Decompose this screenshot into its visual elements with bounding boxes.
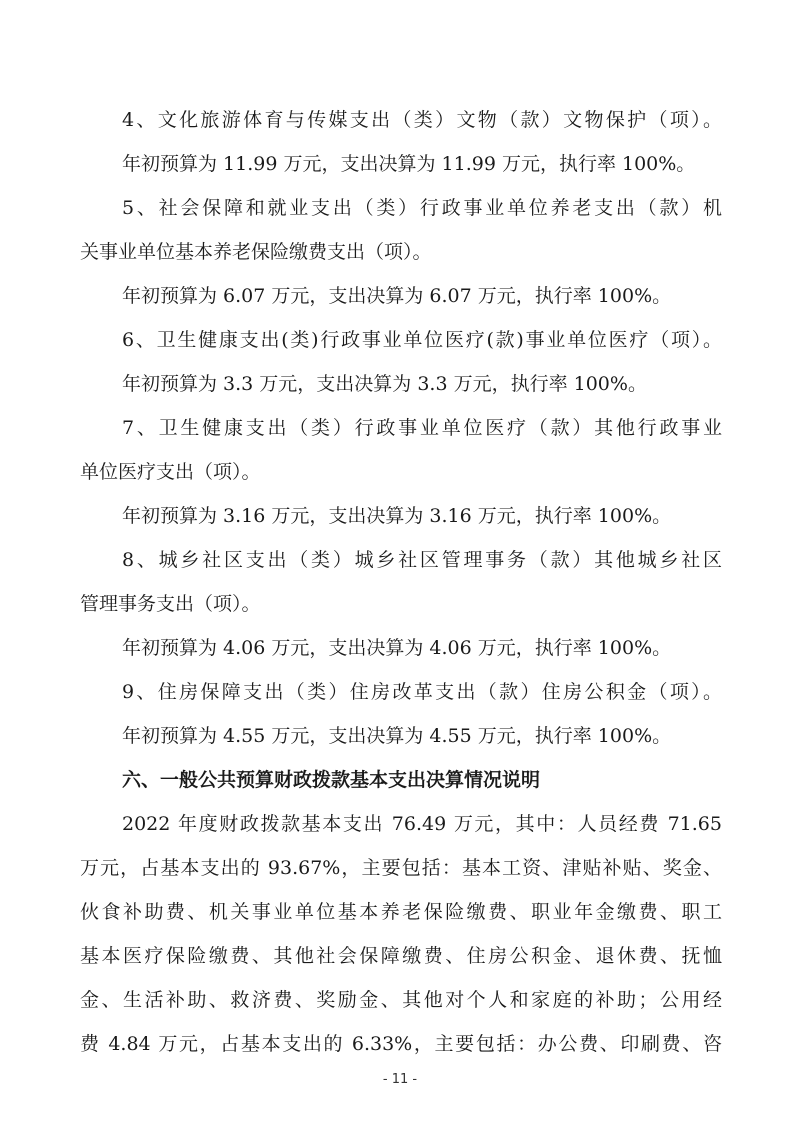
item-6-budget: 年初预算为 3.3 万元，支出决算为 3.3 万元，执行率 100%。 (122, 373, 647, 395)
section-6-para-line1: 2022 年度财政拨款基本支出 76.49 万元，其中：人员经费 71.65 (122, 813, 722, 835)
item-8-budget: 年初预算为 4.06 万元，支出决算为 4.06 万元，执行率 100%。 (122, 637, 672, 659)
item-8-title-line1: 8、城乡社区支出（类）城乡社区管理事务（款）其他城乡社区 (122, 549, 722, 571)
item-4-budget: 年初预算为 11.99 万元，支出决算为 11.99 万元，执行率 100%。 (122, 153, 696, 175)
item-6-title: 6、卫生健康支出(类)行政事业单位医疗(款)事业单位医疗（项）。 (122, 329, 722, 351)
section-6-para-line6: 费 4.84 万元，占基本支出的 6.33%，主要包括：办公费、印刷费、咨 (80, 1033, 722, 1055)
item-9-budget: 年初预算为 4.55 万元，支出决算为 4.55 万元，执行率 100%。 (122, 725, 672, 747)
item-8-title-line2: 管理事务支出（项）。 (80, 593, 261, 615)
section-6-heading: 六、一般公共预算财政拨款基本支出决算情况说明 (122, 769, 541, 791)
item-5-title-line1: 5、社会保障和就业支出（类）行政事业单位养老支出（款）机 (122, 197, 722, 219)
item-9-title: 9、住房保障支出（类）住房改革支出（款）住房公积金（项）。 (122, 681, 722, 703)
item-5-title-line2: 关事业单位基本养老保险缴费支出（项）。 (80, 241, 432, 263)
item-5-budget: 年初预算为 6.07 万元，支出决算为 6.07 万元，执行率 100%。 (122, 285, 672, 307)
item-7-budget: 年初预算为 3.16 万元，支出决算为 3.16 万元，执行率 100%。 (122, 505, 672, 527)
item-7-title-line2: 单位医疗支出（项）。 (80, 461, 261, 483)
section-6-para-line5: 金、生活补助、救济费、奖励金、其他对个人和家庭的补助；公用经 (80, 989, 722, 1011)
section-6-para-line2: 万元，占基本支出的 93.67%，主要包括：基本工资、津贴补贴、奖金、 (80, 857, 722, 879)
page-number: - 11 - (382, 1072, 418, 1087)
item-7-title-line1: 7、卫生健康支出（类）行政事业单位医疗（款）其他行政事业 (122, 417, 722, 439)
item-4-title: 4、文化旅游体育与传媒支出（类）文物（款）文物保护（项）。 (122, 109, 722, 131)
section-6-para-line3: 伙食补助费、机关事业单位基本养老保险缴费、职业年金缴费、职工 (80, 901, 722, 923)
section-6-para-line4: 基本医疗保险缴费、其他社会保障缴费、住房公积金、退休费、抚恤 (80, 945, 722, 967)
